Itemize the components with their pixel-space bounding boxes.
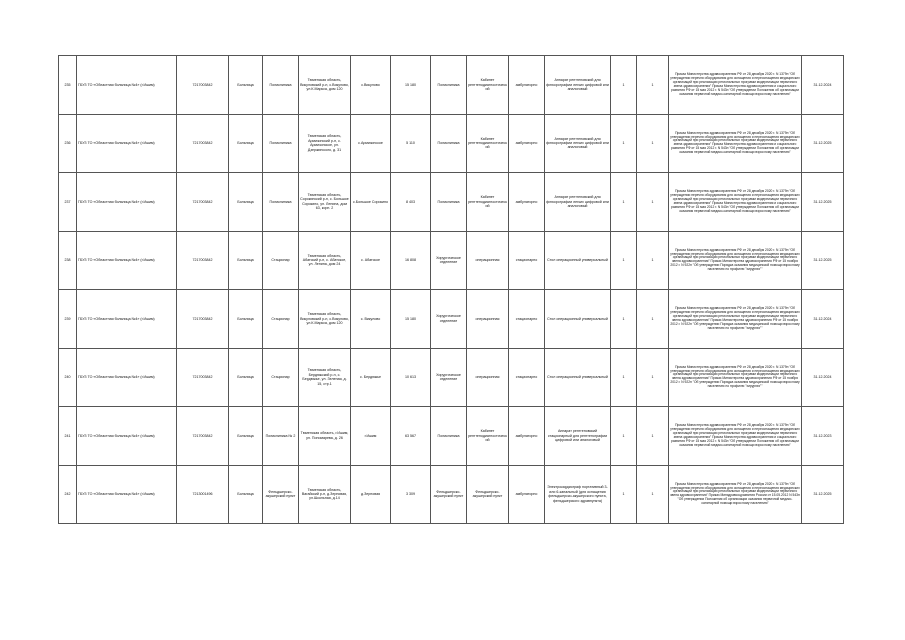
facility-type: Больница (229, 56, 263, 115)
inn: 7217003842 (177, 231, 229, 290)
facility-type: Больница (229, 114, 263, 173)
care-form: амбулаторно (509, 56, 545, 115)
population: 15 180 (391, 290, 431, 349)
organization-name: ГБУЗ ТО «Областная больница №4» (г.Ишим) (77, 290, 177, 349)
quantity-planned: 1 (637, 407, 669, 466)
row-number: 237 (59, 173, 77, 232)
department: Поликлиника (431, 173, 467, 232)
inn: 7217003842 (177, 173, 229, 232)
settlement: с.Викулово (351, 56, 391, 115)
address: Тюменская область, Армизонский р-н, с. Армизонское, ул. Дзержинского, д. 31 (299, 114, 351, 173)
row-number: 236 (59, 114, 77, 173)
facility-type: Больница (229, 173, 263, 232)
inn: 7217003842 (177, 56, 229, 115)
population: 10 613 (391, 348, 431, 407)
quantity-required: 1 (611, 290, 637, 349)
due-date: 31.12.2025 (802, 465, 844, 524)
legal-basis: Приказ Министерства здравоохранения РФ от 28 декабря 2020 г. N 1379н "Об утверждении перечня оборудования для оснащения и переоснащения медицинских организаций при реализации региональных программ модернизации первичного звена здравоохранения" Приказ Министерства здравоохранения РФ от 15 ноября 2012 г. N 922н "Об утверждении Порядка оказания медицинской помощи взрослому населению по профилю "хирургия"" (669, 348, 802, 407)
care-form: стационарно (509, 348, 545, 407)
organization-name: ГБУЗ ТО «Областная больница №4» (г.Ишим) (77, 231, 177, 290)
legal-basis: Приказ Министерства здравоохранения РФ от 28 декабря 2020 г. N 1379н "Об утверждении перечня оборудования для оснащения и переоснащения медицинских организаций при реализации региональных программ модернизации первичного звена здравоохранения" Приказ Минздравсоцразвития России от 15.05.2012 N 543н "Об утверждении Положения об организации оказания первичной медико-санитарной помощи взрослому населению" (669, 465, 802, 524)
due-date: 31.12.2024 (802, 56, 844, 115)
address: Тюменская область, Сорокинский р-н, с. Большое Сорокино, ул. Ленина, дом 63, корп. 2 (299, 173, 351, 232)
facility-type: Больница (229, 407, 263, 466)
room: Кабинет рентгенодиагностический (467, 56, 509, 115)
population: 15 180 (391, 56, 431, 115)
due-date: 31.12.2024 (802, 348, 844, 407)
table-row (59, 56, 844, 115)
room: операционная (467, 290, 509, 349)
equipment: Стол операционный универсальный (545, 231, 611, 290)
equipment: Аппарат рентгеновский для флюорографии легких цифровой или аналоговый (545, 114, 611, 173)
unit-name: Стационар (263, 290, 299, 349)
settlement: с. Абатское (351, 231, 391, 290)
inn: 7217003842 (177, 290, 229, 349)
table-row (59, 348, 844, 407)
quantity-required: 1 (611, 407, 637, 466)
equipment: Аппарат рентгеновский стационарный для рентгенографии цифровой или аналоговый (545, 407, 611, 466)
unit-name: Поликлиника № 2 (263, 407, 299, 466)
due-date: 31.12.2025 (802, 173, 844, 232)
organization-name: ГБУЗ ТО «Областная больница №4» (г.Ишим) (77, 407, 177, 466)
quantity-required: 1 (611, 231, 637, 290)
quantity-planned: 1 (637, 114, 669, 173)
unit-name: Поликлиника (263, 114, 299, 173)
legal-basis: Приказ Министерства здравоохранения РФ от 28 декабря 2020 г. N 1379н "Об утверждении перечня оборудования для оснащения и переоснащения медицинских организаций при реализации региональных программ модернизации первичного звена здравоохранения" Приказ Министерства здравоохранения РФ от 15 ноября 2012 г. N 922н "Об утверждении Порядка оказания медицинской помощи взрослому населению по профилю "хирургия"" (669, 231, 802, 290)
facility-type: Больница (229, 231, 263, 290)
quantity-planned: 1 (637, 348, 669, 407)
table-row (59, 407, 844, 466)
quantity-required: 1 (611, 173, 637, 232)
due-date: 31.12.2025 (802, 114, 844, 173)
unit-name: Стационар (263, 231, 299, 290)
unit-name: Фельдшерско-акушерский пункт (263, 465, 299, 524)
population: 63 567 (391, 407, 431, 466)
quantity-planned: 1 (637, 231, 669, 290)
legal-basis: Приказ Министерства здравоохранения РФ от 28 декабря 2020 г. N 1379н "Об утверждении перечня оборудования для оснащения и переоснащения медицинских организаций при реализации региональных программ модернизации первичного звена здравоохранения" Приказ Министерства здравоохранения и социального развития РФ от 15 мая 2012 г. N 543н "Об утверждении Положения об организации оказания первичной медико-санитарной помощи взрослому населению" (669, 56, 802, 115)
population: 8 403 (391, 173, 431, 232)
inn: 7217003842 (177, 348, 229, 407)
address: Тюменская область, Вагайский р-н, д.Зерновая, ул.Школьная, д.14 (299, 465, 351, 524)
legal-basis: Приказ Министерства здравоохранения РФ от 28 декабря 2020 г. N 1379н "Об утверждении перечня оборудования для оснащения и переоснащения медицинских организаций при реализации региональных программ модернизации первичного звена здравоохранения" Приказ Министерства здравоохранения и социального развития РФ от 15 мая 2012 г. N 543н "Об утверждении Положения об организации оказания первичной медико-санитарной помощи взрослому населению" (669, 114, 802, 173)
facility-type: Больница (229, 465, 263, 524)
settlement: с. Бердюжье (351, 348, 391, 407)
address: Тюменская область, Бердюжский р-н, с. Бердюжье, ул. Зеленая, д. 15, стр.1 (299, 348, 351, 407)
equipment-table (58, 55, 844, 524)
settlement: с. Викулово (351, 290, 391, 349)
organization-name: ГБУЗ ТО «Областная больница №4» (г.Ишим) (77, 114, 177, 173)
room: операционная (467, 348, 509, 407)
organization-name: ГБУЗ ТО «Областная больница №4» (г.Ишим) (77, 348, 177, 407)
care-form: стационарно (509, 290, 545, 349)
quantity-required: 1 (611, 348, 637, 407)
department: Фельдшерско-акушерский пункт (431, 465, 467, 524)
department: Поликлиника (431, 114, 467, 173)
due-date: 31.12.2024 (802, 290, 844, 349)
room: Фельдшерско-акушерский пункт (467, 465, 509, 524)
row-number: 241 (59, 407, 77, 466)
organization-name: ГБУЗ ТО «Областная больница №4» (г.Ишим) (77, 56, 177, 115)
department: Поликлиника (431, 407, 467, 466)
table-row (59, 231, 844, 290)
equipment: Аппарат рентгеновский для флюорографии легких цифровой или аналоговый (545, 173, 611, 232)
care-form: амбулаторно (509, 407, 545, 466)
care-form: амбулаторно (509, 465, 545, 524)
table-row (59, 290, 844, 349)
unit-name: Стационар (263, 348, 299, 407)
equipment: Стол операционный универсальный (545, 290, 611, 349)
address: Тюменская область, Абатский р-н, с. Абатское, ул. Ленина, дом 24 (299, 231, 351, 290)
table-row (59, 114, 844, 173)
row-number: 239 (59, 290, 77, 349)
settlement: г.Ишим (351, 407, 391, 466)
settlement: с.Большое Сорокино (351, 173, 391, 232)
department: Поликлиника (431, 56, 467, 115)
settlement: с.Армизонское (351, 114, 391, 173)
care-form: стационарно (509, 231, 545, 290)
row-number: 235 (59, 56, 77, 115)
care-form: амбулаторно (509, 173, 545, 232)
population: 5 110 (391, 114, 431, 173)
table-row (59, 173, 844, 232)
address: Тюменская область, Викуловский р-н, с.Викулово, ул.К.Маркса, дом 120 (299, 56, 351, 115)
row-number: 238 (59, 231, 77, 290)
inn: 7217003842 (177, 407, 229, 466)
facility-type: Больница (229, 348, 263, 407)
department: Хирургическое отделение (431, 231, 467, 290)
organization-name: ГБУЗ ТО «Областная больница №4» (г.Ишим) (77, 173, 177, 232)
address: Тюменская область, г.Ишим, ул. Пономарева, д. 26 (299, 407, 351, 466)
quantity-planned: 1 (637, 465, 669, 524)
facility-type: Больница (229, 290, 263, 349)
legal-basis: Приказ Министерства здравоохранения РФ от 28 декабря 2020 г. N 1379н "Об утверждении перечня оборудования для оснащения и переоснащения медицинских организаций при реализации региональных программ модернизации первичного звена здравоохранения" Приказ Министерства здравоохранения РФ от 15 ноября 2012 г. N 922н "Об утверждении Порядка оказания медицинской помощи взрослому населению по профилю "хирургия"" (669, 290, 802, 349)
department: Хирургическое отделение (431, 290, 467, 349)
row-number: 242 (59, 465, 77, 524)
settlement: д.Зерновая (351, 465, 391, 524)
equipment: Стол операционный универсальный (545, 348, 611, 407)
department: Хирургическое отделение (431, 348, 467, 407)
inn: 7217003842 (177, 114, 229, 173)
inn: 7213001496 (177, 465, 229, 524)
quantity-required: 1 (611, 56, 637, 115)
quantity-planned: 1 (637, 173, 669, 232)
due-date: 31.12.2025 (802, 231, 844, 290)
room: Кабинет рентгенодиагностический (467, 114, 509, 173)
due-date: 31.12.2023 (802, 407, 844, 466)
population: 3 309 (391, 465, 431, 524)
organization-name: ГБУЗ ТО «Областная больница №4» (г.Ишим) (77, 465, 177, 524)
row-number: 240 (59, 348, 77, 407)
quantity-planned: 1 (637, 290, 669, 349)
legal-basis: Приказ Министерства здравоохранения РФ от 28 декабря 2020 г. N 1379н "Об утверждении перечня оборудования для оснащения и переоснащения медицинских организаций при реализации региональных программ модернизации первичного звена здравоохранения" Приказ Министерства здравоохранения и социального развития РФ от 15 мая 2012 г. N 543н "Об утверждении Положения об организации оказания первичной медико-санитарной помощи взрослому населению" (669, 407, 802, 466)
population: 16 808 (391, 231, 431, 290)
equipment: Аппарат рентгеновский для флюорографии легких цифровой или аналоговый (545, 56, 611, 115)
room: Кабинет рентгенодиагностический (467, 173, 509, 232)
quantity-required: 1 (611, 465, 637, 524)
equipment: Электрокардиограф портативный 3- или 6-канальный (для оснащения фельдшерско-акушерского пункта, фельдшерского здравпункта) (545, 465, 611, 524)
quantity-required: 1 (611, 114, 637, 173)
room: операционная (467, 231, 509, 290)
table-row (59, 465, 844, 524)
unit-name: Поликлиника (263, 56, 299, 115)
room: Кабинет рентгенодиагностический (467, 407, 509, 466)
address: Тюменская область, Викуловский р-н, с.Викулово, ул.К.Маркса, дом 120 (299, 290, 351, 349)
care-form: амбулаторно (509, 114, 545, 173)
legal-basis: Приказ Министерства здравоохранения РФ от 28 декабря 2020 г. N 1379н "Об утверждении перечня оборудования для оснащения и переоснащения медицинских организаций при реализации региональных программ модернизации первичного звена здравоохранения" Приказ Министерства здравоохранения и социального развития РФ от 15 мая 2012 г. N 543н "Об утверждении Положения об организации оказания первичной медико-санитарной помощи взрослому населению" (669, 173, 802, 232)
unit-name: Поликлиника (263, 173, 299, 232)
quantity-planned: 1 (637, 56, 669, 115)
